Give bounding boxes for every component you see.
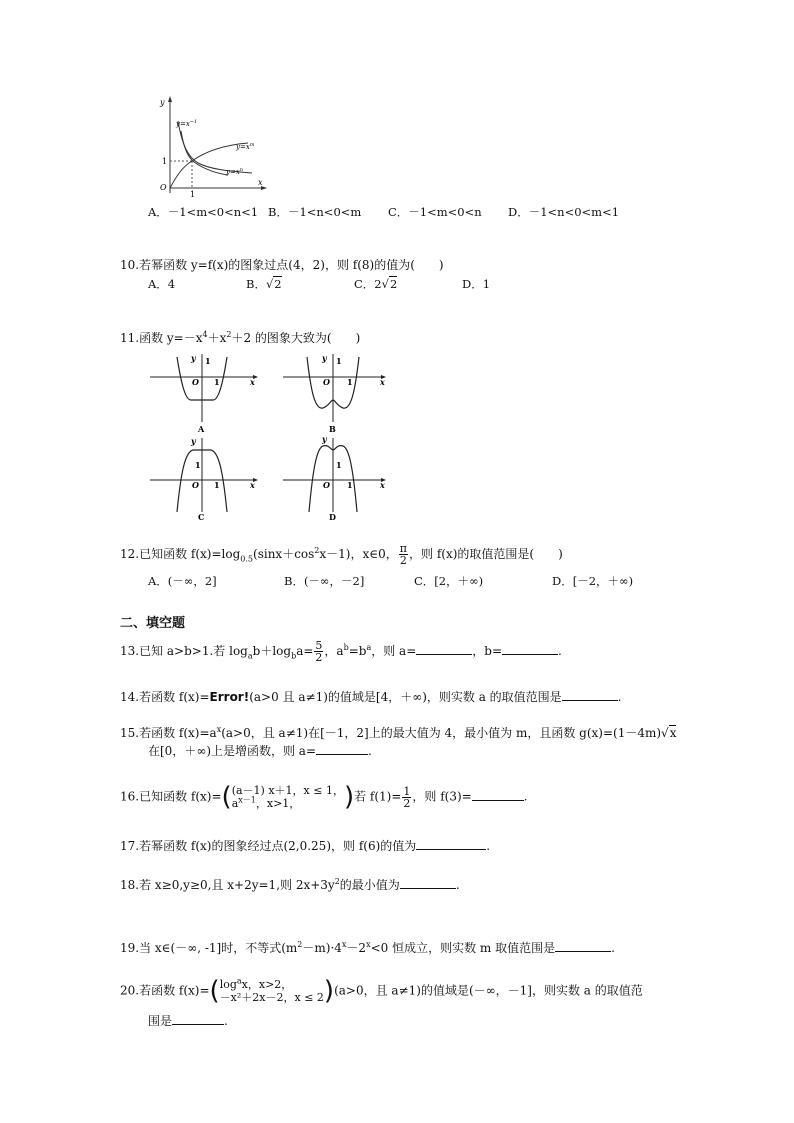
q9-option-a: A．－1<m<0<n<1 [148, 205, 259, 219]
q9-power-graph [148, 93, 268, 198]
curve-label-c1: y=x [176, 120, 190, 128]
curve-exp-c3: n [239, 167, 244, 173]
q10-option-b: B．√2 [246, 277, 282, 291]
x-one-label: 1 [190, 190, 196, 198]
q17-blank[interactable] [416, 839, 486, 850]
svg-text:O: O [323, 480, 330, 490]
svg-text:1: 1 [214, 377, 220, 387]
svg-text:O: O [323, 377, 330, 387]
q15-blank[interactable] [316, 744, 368, 755]
svg-text:O: O [192, 480, 199, 490]
q10-stem: 10.若幂函数 y=f(x)的图象过点(4，2)，则 f(8)的值为( ) [120, 258, 444, 272]
q11-graph-b [283, 353, 386, 434]
q18-stem: 18.若 x≥0,y≥0,且 x+2y=1,则 $2x+3y^2$的最小值为 . [120, 877, 460, 892]
svg-text:y=x−1 [175, 119, 197, 128]
q9-option-b: B．－1<n<0<m [268, 205, 362, 219]
q17-stem: 17.若幂函数 f(x)的图象经过点(2,0.25)，则 f(6)的值为 . [120, 839, 491, 853]
q16-stem: 16.已知函数 f(x)=((a－1) x＋1，x ≤ 1， $a^{x-1}$，x>1， )若 f(1)= $\frac{1}{2}$ ，则 f(3)= . [120, 782, 528, 812]
q11-caption-c: C [198, 512, 205, 522]
q12-option-a: A．(－∞，2] [148, 574, 217, 588]
section-heading-fill-in: 二、填空题 [120, 616, 186, 631]
q10-option-d: D．1 [462, 277, 491, 291]
q20-blank[interactable] [172, 1014, 224, 1025]
svg-text:1: 1 [205, 356, 211, 366]
svg-text:y=xn [225, 167, 243, 176]
q14-blank[interactable] [562, 690, 618, 701]
svg-text:y: y [191, 353, 196, 363]
x-axis-label: x [258, 178, 263, 187]
q15-stem-line1: 15.若函数 $f(x)=a^x(a>0$，且 a≠1)在[－1，2]上的最大值为 4，最小值为 m，且函数 g(x)=(1－4m)√x [120, 725, 677, 740]
svg-text:x: x [380, 480, 385, 490]
q10-option-c: C．2√2 [354, 277, 398, 291]
q9-option-c: C．－1<m<0<n [388, 205, 482, 219]
q12-stem: 12.已知函数 $f(x)=\log_{0.5}(\sin x+\cos^2x-1)$，x∈0， $\frac{\pi}{2}$ ，则 f(x)的取值范围是( ) [120, 542, 563, 567]
svg-text:y: y [322, 434, 327, 444]
curve-label-c3: y=x [226, 168, 240, 176]
y-one-label: 1 [162, 157, 168, 166]
q11-caption-d: D [329, 512, 336, 522]
q12-option-b: B．(－∞，－2] [284, 574, 365, 588]
origin-label: O [160, 183, 167, 192]
y-axis-label: y [160, 98, 165, 107]
q11-stem: 11.函数 $y=-x^4+x^2+2$ 的图象大致为( ) [120, 330, 361, 345]
svg-text:1: 1 [336, 460, 342, 470]
q11-graph-a [150, 353, 258, 434]
svg-text:1: 1 [347, 377, 353, 387]
svg-text:y=xm [235, 142, 255, 151]
q18-blank[interactable] [400, 878, 456, 889]
svg-text:y: y [191, 436, 196, 446]
q11-graph-d [283, 434, 386, 522]
q19-stem: 19.当 x∈(－∞, -1]时，不等式$(m^2-m)\cdot 4^x-2^x<0$ 恒成立，则实数 m 取值范围是 . [120, 940, 615, 955]
q16-blank[interactable] [472, 790, 524, 801]
svg-text:x: x [380, 377, 385, 387]
curve-exp-c2: m [249, 142, 255, 148]
svg-text:y: y [322, 353, 327, 363]
q11-caption-a: A [198, 424, 205, 434]
q14-stem: 14.若函数 f(x)=Error!(a>0 且 a≠1)的值域是[4，＋∞)，则实数 a 的取值范围是 . [120, 690, 622, 704]
svg-text:O: O [192, 377, 199, 387]
svg-text:1: 1 [195, 460, 201, 470]
svg-text:x: x [250, 377, 255, 387]
curve-label-c2: y=x [236, 143, 250, 151]
curve-exp-c1: −1 [189, 119, 198, 125]
q12-option-d: D．[－2，＋∞) [552, 574, 634, 588]
q11-graph-c [150, 436, 258, 522]
q20-stem-line2: 围是 . [148, 1014, 228, 1028]
q19-blank[interactable] [555, 941, 611, 952]
svg-text:1: 1 [347, 480, 353, 490]
q13-blank-a[interactable] [416, 644, 472, 655]
q13-stem: 13.已知 a>b>1.若 $\log_ab+\log_ba=$ $\frac{5}{2}$ ，$a^b=b^a$，则 a= ，b= . [120, 639, 562, 664]
q15-stem-line2: 在[0，＋∞)上是增函数，则 a= . [148, 744, 372, 758]
q13-blank-b[interactable] [502, 644, 558, 655]
svg-text:1: 1 [214, 480, 220, 490]
svg-text:x: x [250, 480, 255, 490]
q11-caption-b: B [329, 424, 336, 434]
q20-stem-line1: 20.若函数 $f(x)=(\log^ax$，x>2， －x²＋2x－2，x ≤ 2)(a>0，且 a≠1)的值域是(－∞，－1]，则实数 a 的取值范 [120, 976, 643, 1006]
q12-option-c: C．[2，＋∞) [414, 574, 484, 588]
q9-option-d: D．－1<n<0<m<1 [508, 205, 620, 219]
q10-option-a: A．4 [148, 277, 176, 291]
q11-graph-panel [145, 352, 395, 522]
svg-text:1: 1 [336, 356, 342, 366]
